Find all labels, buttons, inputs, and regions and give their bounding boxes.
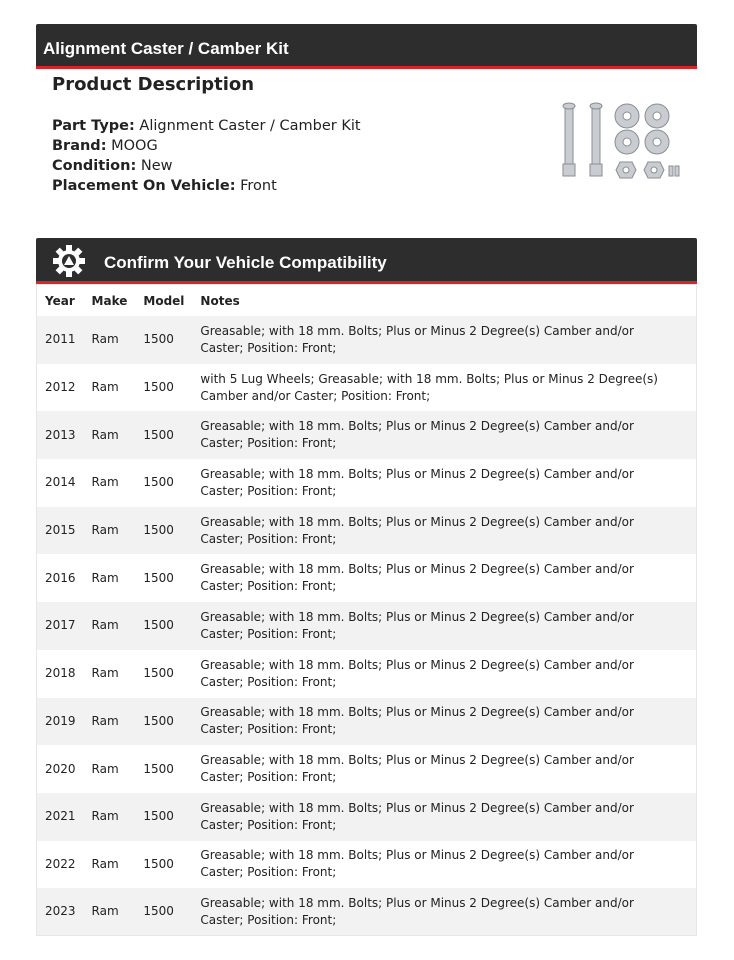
desc-label: Condition: [52, 158, 137, 174]
product-image [556, 98, 686, 184]
table-row [37, 602, 697, 650]
cell-model: 1500 [135, 793, 192, 841]
cell-notes: Greasable; with 18 mm. Bolts; Plus or Minus 2 Degree(s) Camber and/or Caster; Position: Front; [192, 411, 696, 459]
desc-item [52, 176, 361, 196]
cell-notes: Greasable; with 18 mm. Bolts; Plus or Minus 2 Degree(s) Camber and/or Caster; Position: Front; [192, 602, 696, 650]
table-row [37, 650, 697, 698]
cell-year: 2013 [37, 411, 84, 459]
cell-model: 1500 [135, 507, 192, 555]
cell-model: 1500 [135, 411, 192, 459]
cell-make: Ram [84, 888, 136, 936]
cell-year: 2016 [45, 570, 76, 585]
cell-model: 1500 [135, 698, 192, 746]
cell-year: 2023 [37, 888, 84, 936]
col-model: Model [143, 293, 185, 308]
cell-notes: Greasable; with 18 mm. Bolts; Plus or Minus 2 Degree(s) Camber and/or Caster; Position: Front; [200, 562, 634, 594]
cell-year: 2021 [37, 793, 84, 841]
cell-year: 2020 [45, 761, 76, 776]
compatibility-bar [36, 238, 697, 284]
cell-model: 1500 [143, 856, 174, 871]
table-row [37, 411, 697, 459]
cell-model: 1500 [135, 888, 192, 936]
cell-make: Ram [91, 570, 119, 585]
desc-value: New [140, 158, 173, 174]
table-row [37, 745, 697, 793]
cell-year: 2012 [45, 380, 76, 395]
cell-model: 1500 [135, 602, 192, 650]
cell-year: 2015 [37, 507, 84, 555]
table-row [37, 364, 697, 412]
cell-make: Ram [84, 411, 136, 459]
cell-notes: Greasable; with 18 mm. Bolts; Plus or Minus 2 Degree(s) Camber and/or Caster; Position: Front; [192, 888, 696, 936]
product-title: Alignment Caster / Camber Kit [43, 39, 289, 58]
table-row [37, 793, 697, 841]
cell-make: Ram [84, 793, 136, 841]
description-heading: Product Description [52, 74, 255, 95]
cell-model: 1500 [143, 380, 174, 395]
desc-item [52, 136, 361, 156]
desc-value: MOOG [111, 138, 158, 154]
desc-value: Alignment Caster / Camber Kit [139, 118, 361, 134]
cell-notes: with 5 Lug Wheels; Greasable; with 18 mm. Bolts; Plus or Minus 2 Degree(s) Camber and/or Caster; Position: Front; [200, 371, 658, 403]
table-row [37, 459, 697, 507]
cell-notes: Greasable; with 18 mm. Bolts; Plus or Minus 2 Degree(s) Camber and/or Caster; Position: Front; [200, 466, 634, 498]
cell-notes: Greasable; with 18 mm. Bolts; Plus or Minus 2 Degree(s) Camber and/or Caster; Position: Front; [200, 657, 634, 689]
cell-make: Ram [84, 698, 136, 746]
cell-make: Ram [91, 475, 119, 490]
col-notes: Notes [200, 293, 240, 308]
compatibility-table [36, 284, 697, 936]
col-year: Year [45, 293, 75, 308]
cell-notes: Greasable; with 18 mm. Bolts; Plus or Minus 2 Degree(s) Camber and/or Caster; Position: Front; [192, 507, 696, 555]
table-row [37, 507, 697, 555]
cell-notes: Greasable; with 18 mm. Bolts; Plus or Minus 2 Degree(s) Camber and/or Caster; Position: Front; [192, 698, 696, 746]
cell-model: 1500 [143, 570, 174, 585]
table-row [37, 888, 697, 936]
compatibility-title: Confirm Your Vehicle Compatibility [104, 253, 387, 272]
cell-notes: Greasable; with 18 mm. Bolts; Plus or Minus 2 Degree(s) Camber and/or Caster; Position: Front; [200, 753, 634, 785]
cell-model: 1500 [135, 316, 192, 364]
table-row [37, 554, 697, 602]
cell-notes: Greasable; with 18 mm. Bolts; Plus or Minus 2 Degree(s) Camber and/or Caster; Position: Front; [200, 848, 634, 880]
desc-item [52, 116, 361, 136]
gear-icon [52, 244, 86, 278]
col-make: Make [91, 293, 128, 308]
cell-make: Ram [91, 856, 119, 871]
table-row [37, 316, 697, 364]
desc-label: Brand: [52, 138, 107, 154]
desc-item [52, 156, 361, 176]
cell-make: Ram [84, 602, 136, 650]
cell-notes: Greasable; with 18 mm. Bolts; Plus or Minus 2 Degree(s) Camber and/or Caster; Position: Front; [192, 793, 696, 841]
cell-model: 1500 [143, 475, 174, 490]
table-row [37, 841, 697, 889]
desc-label: Part Type: [52, 118, 135, 134]
cell-model: 1500 [143, 761, 174, 776]
title-bar [36, 24, 697, 69]
table-header [37, 285, 697, 317]
cell-model: 1500 [143, 666, 174, 681]
table-row [37, 698, 697, 746]
cell-year: 2017 [37, 602, 84, 650]
cell-make: Ram [84, 507, 136, 555]
cell-make: Ram [91, 761, 119, 776]
cell-make: Ram [91, 380, 119, 395]
cell-year: 2011 [37, 316, 84, 364]
cell-year: 2014 [45, 475, 76, 490]
cell-year: 2018 [45, 666, 76, 681]
cell-year: 2019 [37, 698, 84, 746]
cell-make: Ram [91, 666, 119, 681]
cell-notes: Greasable; with 18 mm. Bolts; Plus or Minus 2 Degree(s) Camber and/or Caster; Position: Front; [192, 316, 696, 364]
description-list [52, 116, 361, 196]
cell-make: Ram [84, 316, 136, 364]
cell-year: 2022 [45, 856, 76, 871]
desc-label: Placement On Vehicle: [52, 178, 236, 194]
desc-value: Front [240, 178, 277, 194]
